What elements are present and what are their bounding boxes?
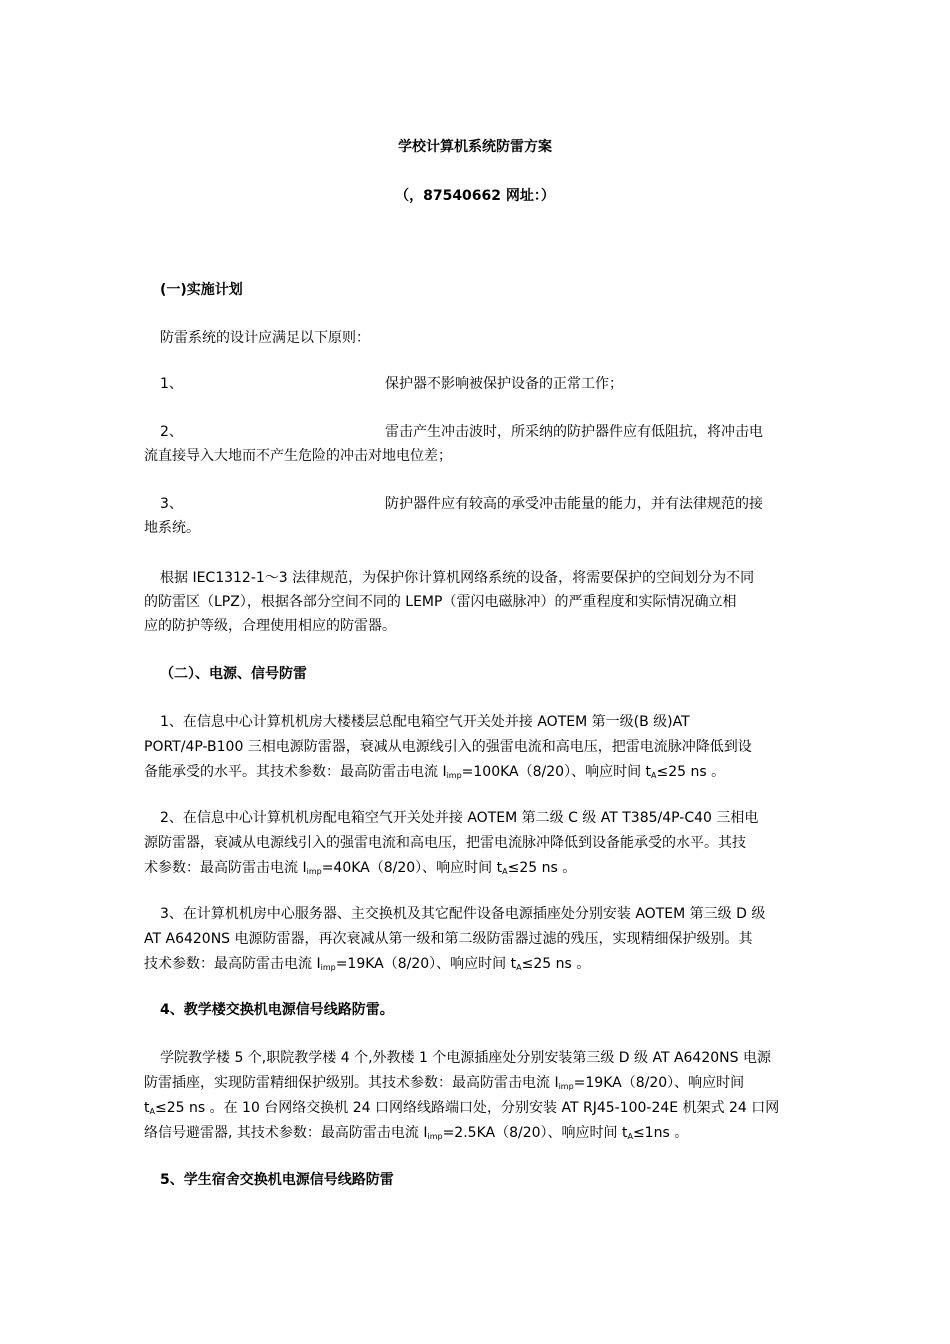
section2-item5-heading: 5、学生宿舍交换机电源信号线路防雷 xyxy=(160,1172,394,1188)
p4-line2: 防雷插座，实现防雷精细保护级别。其技术参数：最高防雷击电流 $I_{imp}=19KA(8/20)$、响应时间 xyxy=(144,1075,745,1091)
principle-3-text-cont: 地系统。 xyxy=(144,520,200,536)
principle-1-text: 保护器不影响被保护设备的正常工作； xyxy=(385,376,623,392)
p3-line2: AT A6420NS 电源防雷器，再次衰减从第一级和第二级防雷器过滤的残压，实现精细保护级别。其 xyxy=(144,931,753,947)
section1-intro: 防雷系统的设计应满足以下原则： xyxy=(160,330,370,346)
p2-line2: 源防雷器，衰减从电源线引入的强雷电流和高电压，把雷电流脉冲降低到设备能承受的水平。其技 xyxy=(144,835,746,851)
principle-2-text-cont: 流直接导入大地而不产生危险的冲击对地电位差； xyxy=(144,448,452,464)
principle-3-text: 防护器件应有较高的承受冲击能量的能力，并有法律规范的接 xyxy=(385,496,763,512)
principle-1-num: 1、 xyxy=(160,376,183,392)
p3-line1: 3、在计算机机房中心服务器、主交换机及其它配件设备电源插座处分别安装 AOTEM 第三级 D 级 xyxy=(160,906,766,922)
principle-3-num: 3、 xyxy=(160,496,183,512)
p4-line1: 学院教学楼 5 个,职院教学楼 4 个,外教楼 1 个电源插座处分别安装第三级 D 级 AT A6420NS 电源 xyxy=(160,1050,771,1066)
p4-line4: 络信号避雷器, 其技术参数：最高防雷击电流 $I_{imp}=2.5KA(8/20)$、响应时间 $t_A\le 1ns$ 。 xyxy=(144,1125,689,1141)
doc-title: 学校计算机系统防雷方案 xyxy=(398,139,552,155)
p1-line1: 1、在信息中心计算机机房大楼楼层总配电箱空气开关处并接 AOTEM 第一级(B 级)AT xyxy=(160,714,690,730)
p2-line3: 术参数：最高防雷击电流 $I_{imp}=40KA(8/20)$、响应时间 $t_A\le 25$ ns 。 xyxy=(144,860,577,876)
p1-line3: 备能承受的水平。其技术参数：最高防雷击电流 $I_{imp}=100KA(8/20)$、响应时间 $t_A\le 25$ ns 。 xyxy=(144,764,726,780)
p1-line2: PORT/4P-B100 三相电源防雷器，衰减从电源线引入的强雷电流和高电压，把雷电流脉冲降低到设 xyxy=(144,739,752,755)
p3-line3: 技术参数：最高防雷击电流 $I_{imp}=19KA(8/20)$、响应时间 $t_A\le 25$ ns 。 xyxy=(144,956,591,972)
lpz-para-line1: 根据 IEC1312-1～3 法律规范，为保护你计算机网络系统的设备，将需要保护的空间划分为不同 xyxy=(160,570,755,586)
p4-line3: $t_A\le 25$ ns 。在 10 台网络交换机 24 口网络线路端口处，分别安装 AT RJ45-100-24E 机架式 24 口网 xyxy=(144,1100,780,1116)
lpz-para-line2: 的防雷区（LPZ），根据各部分空间不同的 LEMP（雷闪电磁脉冲）的严重程度和实际情况确立相 xyxy=(144,594,737,610)
p2-line1: 2、在信息中心计算机机房配电箱空气开关处并接 AOTEM 第二级 C 级 AT T385/4P-C40 三相电 xyxy=(160,810,759,826)
section1-heading: (一)实施计划 xyxy=(160,282,243,298)
section2-heading: （二）、电源、信号防雷 xyxy=(160,666,307,682)
doc-subtitle: （，87540662 网址：） xyxy=(395,188,555,204)
lpz-para-line3: 应的防护等级，合理使用相应的防雷器。 xyxy=(144,618,396,634)
principle-2-num: 2、 xyxy=(160,424,183,440)
section2-item4-heading: 4、教学楼交换机电源信号线路防雷。 xyxy=(160,1002,394,1018)
principle-2-text: 雷击产生冲击波时，所采纳的防护器件应有低阻抗，将冲击电 xyxy=(385,424,763,440)
